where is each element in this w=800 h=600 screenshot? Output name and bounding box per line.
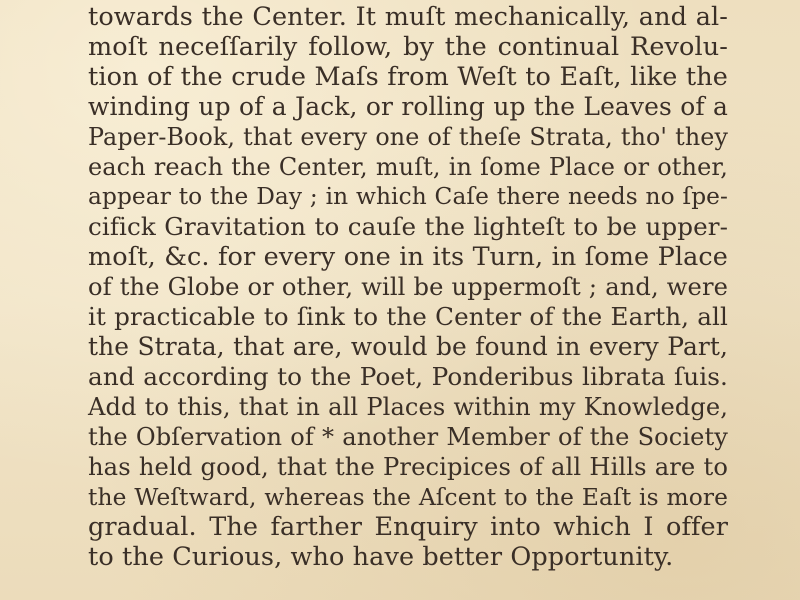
text-line: the Obſervation of * another Member of the Society: [88, 423, 728, 451]
text-line: Paper-Book, that every one of theſe Strata, tho' they: [88, 123, 728, 151]
text-line: Add to this, that in all Places within my Knowledge,: [88, 393, 728, 421]
text-line: cifick Gravitation to cauſe the lighteſt to be upper-: [88, 212, 728, 241]
text-line: appear to the Day ; in which Caſe there needs no ſpe-: [88, 183, 728, 210]
text-line: winding up of a Jack, or rolling up the Leaves of a: [88, 92, 728, 121]
text-line: the Strata, that are, would be found in every Part,: [88, 332, 728, 361]
text-line: it practicable to ſink to the Center of the Earth, all: [88, 302, 728, 331]
text-line: moſt, &c. for every one in its Turn, in ſome Place: [88, 242, 728, 272]
text-line: the Weſtward, whereas the Aſcent to the Eaſt is more: [88, 483, 728, 511]
text-line: each reach the Center, muſt, in ſome Place or other,: [88, 153, 728, 181]
text-line: to the Curious, who have better Opportunity.: [88, 542, 674, 572]
text-line: moſt neceſſarily follow, by the continual Revolu-: [88, 32, 728, 62]
text-line: gradual. The farther Enquiry into which I offer: [88, 512, 728, 542]
text-line: has held good, that the Precipices of all Hills are to: [88, 453, 728, 481]
text-line: of the Globe or other, will be uppermoſt ; and, were: [88, 273, 728, 301]
body-text: [88, 2, 728, 572]
text-line: tion of the crude Maſs from Weſt to Eaſt, like the: [88, 62, 728, 92]
text-line: and according to the Poet, Ponderibus librata ſuis.: [88, 362, 728, 391]
text-line: towards the Center. It muſt mechanically, and al-: [88, 2, 728, 32]
